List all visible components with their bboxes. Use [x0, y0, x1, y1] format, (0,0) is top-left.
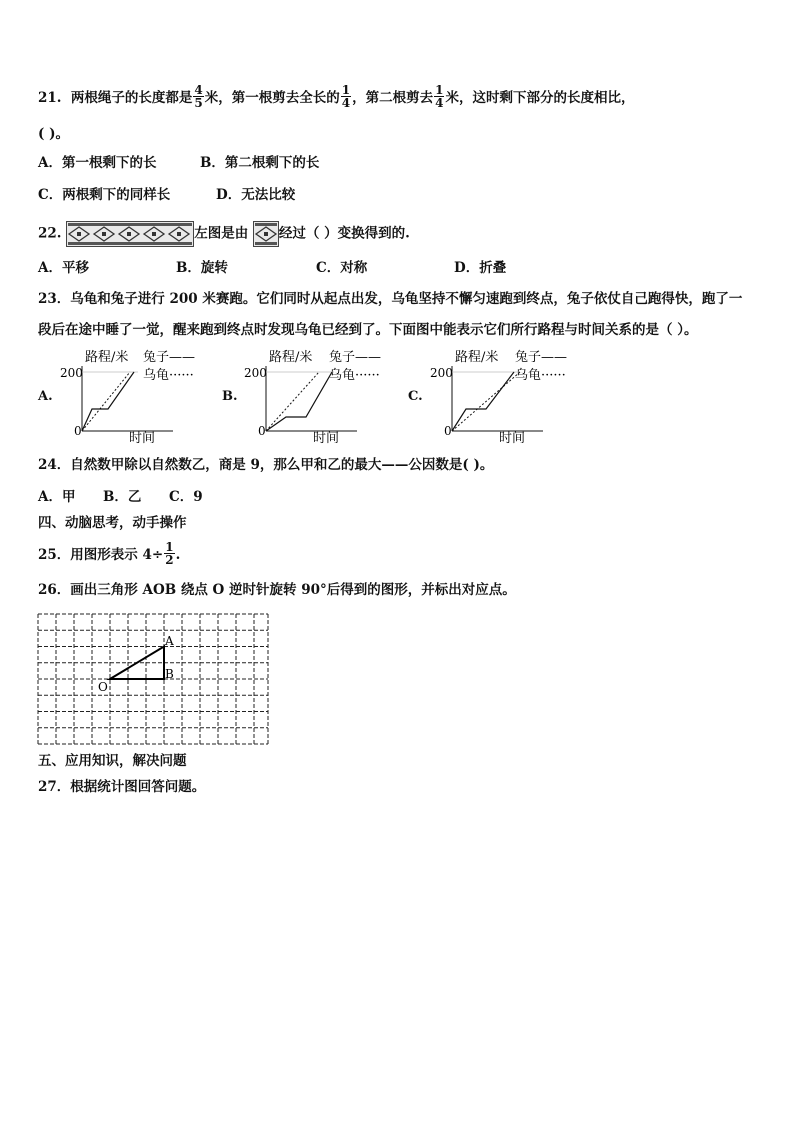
legend-rabbit: 兔子—— [329, 350, 382, 365]
q22-option-a[interactable]: A．平移 [38, 260, 89, 276]
legend-rabbit: 兔子—— [515, 350, 568, 365]
origin-label: 0 [74, 424, 82, 438]
q21-options-row-2 [38, 185, 295, 205]
turtle-line [82, 372, 130, 431]
x-axis-label: 时间 [313, 431, 340, 446]
fraction-denominator: 5 [194, 96, 203, 110]
fraction-numerator: 4 [194, 83, 203, 97]
fraction-denominator: 4 [435, 96, 444, 110]
q23-graph-a[interactable] [58, 348, 208, 446]
q22-number: 22. [38, 225, 62, 242]
q21-blank: ( )。 [38, 126, 69, 142]
turtle-line [266, 372, 319, 431]
origin-label: 0 [444, 424, 452, 438]
q25-stem [38, 540, 181, 568]
fraction-numerator: 1 [341, 83, 351, 97]
section-5-heading: 五、应用知识，解决问题 [38, 753, 187, 769]
q25-text: 25．用图形表示 4÷ [38, 547, 164, 563]
legend-rabbit: 兔子—— [143, 350, 196, 365]
q24-option-c[interactable]: C．9 [169, 489, 203, 505]
q22-text-2: 经过（ ）变换得到的. [278, 225, 410, 242]
y-axis-label: 路程/米 [455, 350, 499, 365]
fraction-numerator: 1 [165, 540, 174, 554]
legend-turtle: 乌龟······ [143, 368, 194, 383]
q23-stem-line-1: 23．乌龟和兔子进行 200 米赛跑。它们同时从起点出发，乌龟坚持不懈匀速跑到终点，兔子依仗自己跑得快，跑了一 [38, 291, 743, 307]
q21-fraction-2 [341, 84, 351, 109]
pattern-band-image [66, 221, 194, 247]
q21-stem [38, 83, 635, 111]
origin-label: 0 [258, 424, 266, 438]
fraction-numerator: 1 [435, 83, 444, 97]
q22-option-d[interactable]: D．折叠 [454, 260, 507, 276]
q25-fraction [164, 541, 174, 566]
q24-option-a[interactable]: A．甲 [38, 489, 76, 505]
fraction-denominator: 4 [341, 96, 351, 110]
q21-option-c[interactable]: C．两根剩下的同样长 [38, 187, 171, 203]
q22-options [38, 258, 506, 278]
q22-option-b[interactable]: B．旋转 [176, 260, 228, 276]
q21-options-row-1 [38, 153, 319, 173]
x-axis-label: 时间 [499, 431, 526, 446]
q26-grid-figure[interactable] [36, 612, 270, 746]
legend-turtle: 乌龟······ [515, 368, 566, 383]
q25-end: . [175, 547, 181, 563]
q23-stem-line-2: 段后在途中睡了一觉，醒来跑到终点时发现乌龟已经到了。下面图中能表示它们所行路程与时间关系的是（ ）。 [38, 322, 698, 338]
q26-stem: 26．画出三角形 AOB 绕点 O 逆时针旋转 90°后得到的图形，并标出对应点。 [38, 582, 516, 598]
section-4-heading: 四、动脑思考，动手操作 [38, 515, 187, 531]
pattern-unit-image [253, 221, 279, 247]
q21-text-4: 米，这时剩下部分的长度相比， [445, 90, 635, 106]
q21-option-b[interactable]: B．第二根剩下的长 [200, 155, 320, 171]
q24-option-b[interactable]: B．乙 [103, 489, 142, 505]
q23-option-c-label[interactable]: C. [408, 389, 423, 404]
rabbit-line [266, 372, 332, 431]
y-tick-200: 200 [60, 366, 83, 380]
rabbit-line [452, 372, 514, 431]
q21-text-1: 两根绳子的长度都是 [70, 90, 193, 106]
y-axis-label: 路程/米 [85, 350, 129, 365]
q27-stem: 27．根据统计图回答问题。 [38, 779, 206, 795]
x-axis-label: 时间 [129, 431, 156, 446]
rabbit-line [82, 372, 134, 431]
vertex-b-label: B [165, 667, 174, 681]
q23-graph-b[interactable] [242, 348, 392, 446]
q23-graph-c[interactable] [428, 348, 578, 446]
q24-stem: 24．自然数甲除以自然数乙，商是 9，那么甲和乙的最大——公因数是( )。 [38, 457, 494, 473]
vertex-o-label: O [98, 680, 108, 694]
fraction-denominator: 2 [165, 553, 174, 567]
q24-options [38, 487, 203, 507]
q21-number: 21. [38, 90, 62, 106]
q23-option-a-label[interactable]: A. [38, 389, 53, 404]
q21-text-3: ，第二根剪去 [352, 90, 434, 106]
q21-fraction-3 [434, 84, 444, 109]
turtle-line [452, 372, 520, 431]
legend-turtle: 乌龟······ [329, 368, 380, 383]
q21-text-2: 米，第一根剪去全长的 [204, 90, 340, 106]
q22-option-c[interactable]: C．对称 [316, 260, 368, 276]
q22-text-1: 左图是由 [194, 225, 249, 242]
q21-option-d[interactable]: D．无法比较 [216, 187, 296, 203]
y-tick-200: 200 [430, 366, 453, 380]
q21-option-a[interactable]: A．第一根剩下的长 [38, 155, 157, 171]
y-tick-200: 200 [244, 366, 267, 380]
y-axis-label: 路程/米 [269, 350, 313, 365]
vertex-a-label: A [165, 634, 174, 648]
q22-stem [38, 221, 410, 247]
q23-option-b-label[interactable]: B. [222, 389, 238, 404]
q21-fraction-1 [193, 84, 203, 109]
